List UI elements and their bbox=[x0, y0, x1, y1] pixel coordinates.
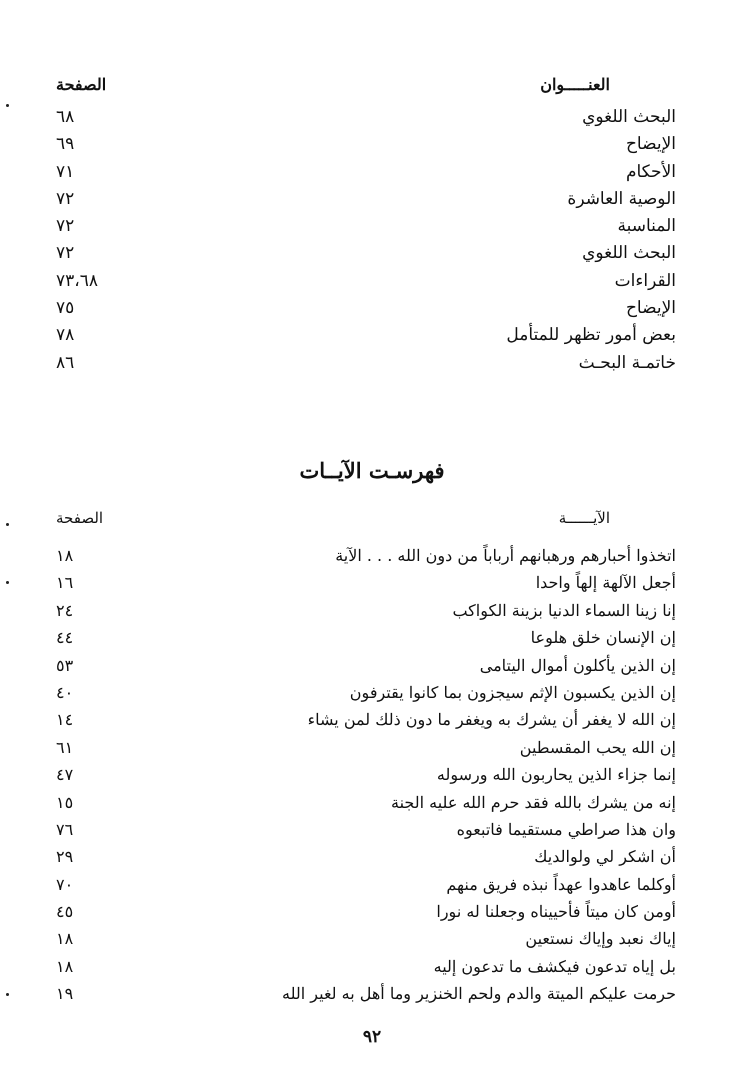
verse-row bbox=[56, 925, 676, 952]
verse-row bbox=[56, 706, 676, 733]
toc-row-page: ٧٢ bbox=[56, 188, 75, 209]
verse-text: وان هذا صراطي مستقيما فاتبعوه bbox=[456, 819, 676, 839]
verse-row bbox=[56, 734, 676, 761]
toc-row bbox=[56, 240, 676, 267]
verse-page: ١٨ bbox=[56, 929, 74, 949]
verse-row bbox=[56, 624, 676, 651]
verse-page: ١٤ bbox=[56, 710, 74, 730]
verse-text: إياك نعبد وإياك نستعين bbox=[525, 929, 676, 949]
verse-text: إن الذين يأكلون أموال اليتامى bbox=[479, 655, 676, 675]
toc-row bbox=[56, 268, 676, 295]
toc-list bbox=[56, 104, 676, 377]
verse-page: ٦١ bbox=[56, 737, 74, 757]
verse-row bbox=[56, 898, 676, 925]
scan-speck bbox=[6, 523, 9, 526]
toc-row-page: ٧١ bbox=[56, 161, 75, 182]
verse-page: ٤٠ bbox=[56, 682, 74, 702]
scan-speck bbox=[6, 993, 9, 996]
verse-text: بل إياه تدعون فيكشف ما تدعون إليه bbox=[433, 956, 676, 976]
toc-row bbox=[56, 350, 676, 377]
toc-row-title: بعض أمور تظهر للمتأمل bbox=[506, 325, 676, 346]
toc-row-title: القراءات bbox=[614, 270, 676, 291]
toc-header bbox=[56, 72, 610, 96]
toc-header-page: الصفحة bbox=[56, 74, 107, 94]
toc-row-title: البحث اللغوي bbox=[582, 107, 676, 127]
toc-row bbox=[56, 295, 676, 322]
page-number: ٩٢ bbox=[362, 1027, 382, 1047]
toc-row-title: البحث اللغوي bbox=[582, 243, 676, 264]
verse-text: أن اشكر لي ولوالديك bbox=[534, 847, 676, 867]
toc-row bbox=[56, 131, 676, 158]
verse-row bbox=[56, 843, 676, 870]
toc-row bbox=[56, 104, 676, 131]
verses-list bbox=[56, 542, 676, 1008]
verse-row bbox=[56, 980, 676, 1007]
toc-row bbox=[56, 159, 676, 186]
scan-speck bbox=[6, 581, 9, 584]
toc-row-page: ٦٨ bbox=[56, 107, 75, 127]
verse-page: ١٦ bbox=[56, 573, 74, 593]
toc-header-title: العنـــــوان bbox=[540, 74, 610, 94]
toc-row bbox=[56, 322, 676, 349]
verses-header-verse: الآيــــــة bbox=[558, 509, 610, 527]
verse-text: إنه من يشرك بالله فقد حرم الله عليه الجنة bbox=[391, 792, 676, 812]
verse-page: ٤٥ bbox=[56, 902, 74, 922]
verse-text: أجعل الآلهة إلهاً واحدا bbox=[535, 573, 676, 593]
toc-row-page: ٦٩ bbox=[56, 134, 75, 155]
verse-page: ١٨ bbox=[56, 956, 74, 976]
toc-row bbox=[56, 213, 676, 240]
verse-text: إنا زينا السماء الدنيا بزينة الكواكب bbox=[452, 600, 676, 620]
verse-text: حرمت عليكم الميتة والدم ولحم الخنزير وما أهل به لغير الله bbox=[282, 984, 676, 1004]
verse-page: ٥٣ bbox=[56, 655, 74, 675]
toc-row-title: الإيضاح bbox=[625, 298, 676, 319]
verse-text: إن الله لا يغفر أن يشرك به ويغفر ما دون ذلك لمن يشاء bbox=[307, 710, 676, 730]
verse-text: إن الله يحب المقسطين bbox=[519, 737, 676, 757]
toc-row-title: الوصية العاشرة bbox=[567, 188, 676, 209]
toc-row-page: ٧٥ bbox=[56, 298, 75, 319]
verses-header-page: الصفحة bbox=[56, 509, 104, 527]
verse-page: ٧٦ bbox=[56, 819, 74, 839]
verse-page: ١٩ bbox=[56, 984, 74, 1004]
verse-page: ١٨ bbox=[56, 546, 74, 565]
toc-row-title: خاتمـة البحـث bbox=[578, 352, 676, 373]
verse-row bbox=[56, 542, 676, 569]
verse-page: ٢٩ bbox=[56, 847, 74, 867]
verses-index-title: فهرسـت الآيــات bbox=[299, 458, 445, 483]
toc-row-title: الإيضاح bbox=[625, 134, 676, 155]
verse-text: أومن كان ميتاً فأحييناه وجعلنا له نورا bbox=[436, 902, 676, 922]
verse-page: ٢٤ bbox=[56, 600, 74, 620]
verse-row bbox=[56, 761, 676, 788]
toc-row-page: ٨٦ bbox=[56, 352, 75, 373]
verse-row bbox=[56, 597, 676, 624]
verse-text: اتخذوا أحبارهم ورهبانهم أرباباً من دون الله . . . الآية bbox=[335, 546, 676, 565]
verse-row bbox=[56, 652, 676, 679]
verse-text: إنما جزاء الذين يحاربون الله ورسوله bbox=[436, 765, 676, 785]
verse-row bbox=[56, 569, 676, 596]
verse-row bbox=[56, 679, 676, 706]
verse-row bbox=[56, 871, 676, 898]
toc-row-page: ٧٨ bbox=[56, 325, 75, 346]
verse-page: ٧٠ bbox=[56, 874, 74, 894]
toc-row-page: ٧٣،٦٨ bbox=[56, 270, 99, 291]
verse-page: ٤٧ bbox=[56, 765, 74, 785]
toc-row-page: ٧٢ bbox=[56, 216, 75, 237]
verse-page: ٤٤ bbox=[56, 628, 74, 648]
toc-row-title: الأحكام bbox=[625, 161, 676, 182]
verses-header bbox=[56, 506, 610, 530]
verse-text: إن الذين يكسبون الإثم سيجزون بما كانوا يقترفون bbox=[349, 682, 676, 702]
verse-text: أوكلما عاهدوا عهداً نبذه فريق منهم bbox=[446, 874, 676, 894]
toc-row bbox=[56, 186, 676, 213]
toc-row-title: المناسبة bbox=[617, 216, 676, 237]
verse-text: إن الإنسان خلق هلوعا bbox=[530, 628, 676, 648]
verse-row bbox=[56, 953, 676, 980]
verse-row bbox=[56, 789, 676, 816]
toc-row-page: ٧٢ bbox=[56, 243, 75, 264]
verse-page: ١٥ bbox=[56, 792, 74, 812]
verse-row bbox=[56, 816, 676, 843]
scan-speck bbox=[6, 104, 9, 107]
